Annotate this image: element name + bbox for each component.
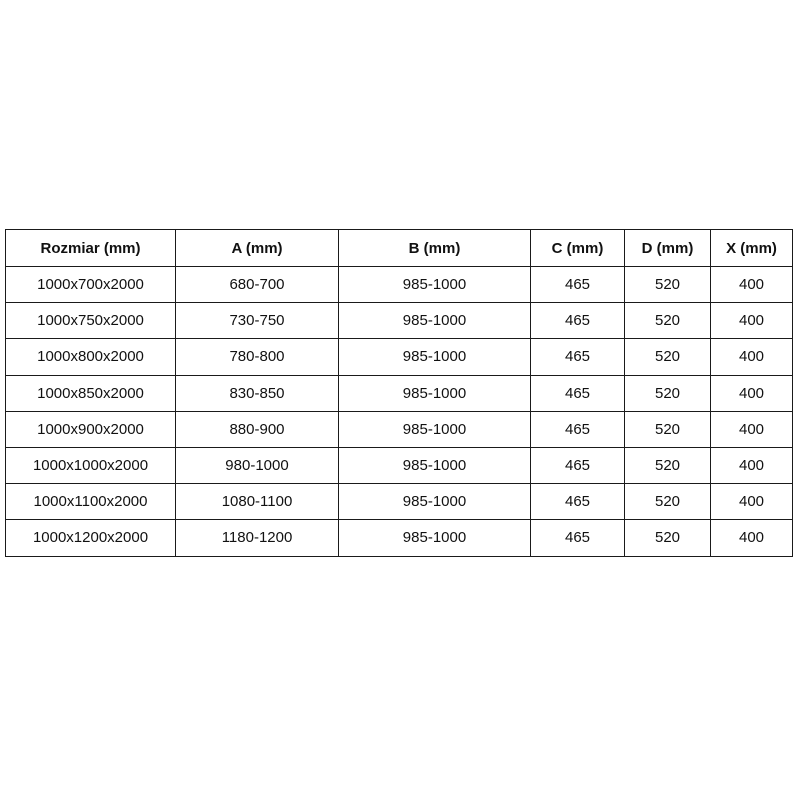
table-cell: 1000x900x2000 xyxy=(6,411,176,447)
table-row xyxy=(6,375,793,411)
column-header: Rozmiar (mm) xyxy=(6,230,176,267)
table-cell: 985-1000 xyxy=(339,411,531,447)
table-cell: 520 xyxy=(625,303,711,339)
table-cell: 400 xyxy=(711,447,793,483)
column-header: C (mm) xyxy=(531,230,625,267)
table-cell: 400 xyxy=(711,375,793,411)
table-cell: 1000x1100x2000 xyxy=(6,484,176,520)
dimensions-table xyxy=(5,229,793,557)
column-header: D (mm) xyxy=(625,230,711,267)
table-cell: 1000x800x2000 xyxy=(6,339,176,375)
table-cell: 1080-1100 xyxy=(176,484,339,520)
column-header: B (mm) xyxy=(339,230,531,267)
table-cell: 465 xyxy=(531,375,625,411)
table-cell: 520 xyxy=(625,375,711,411)
table-cell: 520 xyxy=(625,520,711,556)
table-row xyxy=(6,520,793,556)
table-cell: 985-1000 xyxy=(339,375,531,411)
table-cell: 830-850 xyxy=(176,375,339,411)
table-cell: 465 xyxy=(531,411,625,447)
table-row xyxy=(6,303,793,339)
table-cell: 880-900 xyxy=(176,411,339,447)
column-header: X (mm) xyxy=(711,230,793,267)
table-cell: 985-1000 xyxy=(339,520,531,556)
table-cell: 400 xyxy=(711,411,793,447)
table-row xyxy=(6,484,793,520)
table-cell: 465 xyxy=(531,447,625,483)
table-row xyxy=(6,447,793,483)
table-header-row xyxy=(6,230,793,267)
table-cell: 465 xyxy=(531,303,625,339)
table-cell: 520 xyxy=(625,267,711,303)
table-cell: 520 xyxy=(625,411,711,447)
table-body xyxy=(6,267,793,557)
table-cell: 465 xyxy=(531,339,625,375)
table-cell: 1000x700x2000 xyxy=(6,267,176,303)
table-cell: 1000x1200x2000 xyxy=(6,520,176,556)
table-cell: 680-700 xyxy=(176,267,339,303)
table-cell: 1000x850x2000 xyxy=(6,375,176,411)
table-cell: 400 xyxy=(711,267,793,303)
table-cell: 980-1000 xyxy=(176,447,339,483)
table-cell: 520 xyxy=(625,484,711,520)
table-cell: 985-1000 xyxy=(339,447,531,483)
table-cell: 400 xyxy=(711,303,793,339)
table-cell: 400 xyxy=(711,484,793,520)
table-row xyxy=(6,339,793,375)
table-cell: 780-800 xyxy=(176,339,339,375)
table-row xyxy=(6,267,793,303)
table-cell: 465 xyxy=(531,267,625,303)
table-cell: 730-750 xyxy=(176,303,339,339)
table-cell: 985-1000 xyxy=(339,303,531,339)
table-cell: 465 xyxy=(531,484,625,520)
table-cell: 400 xyxy=(711,339,793,375)
table-cell: 520 xyxy=(625,447,711,483)
table-row xyxy=(6,411,793,447)
table-cell: 400 xyxy=(711,520,793,556)
table-cell: 465 xyxy=(531,520,625,556)
table-cell: 1000x1000x2000 xyxy=(6,447,176,483)
table-cell: 520 xyxy=(625,339,711,375)
table-cell: 985-1000 xyxy=(339,484,531,520)
column-header: A (mm) xyxy=(176,230,339,267)
table-cell: 985-1000 xyxy=(339,339,531,375)
table-cell: 1180-1200 xyxy=(176,520,339,556)
table-cell: 985-1000 xyxy=(339,267,531,303)
table-cell: 1000x750x2000 xyxy=(6,303,176,339)
